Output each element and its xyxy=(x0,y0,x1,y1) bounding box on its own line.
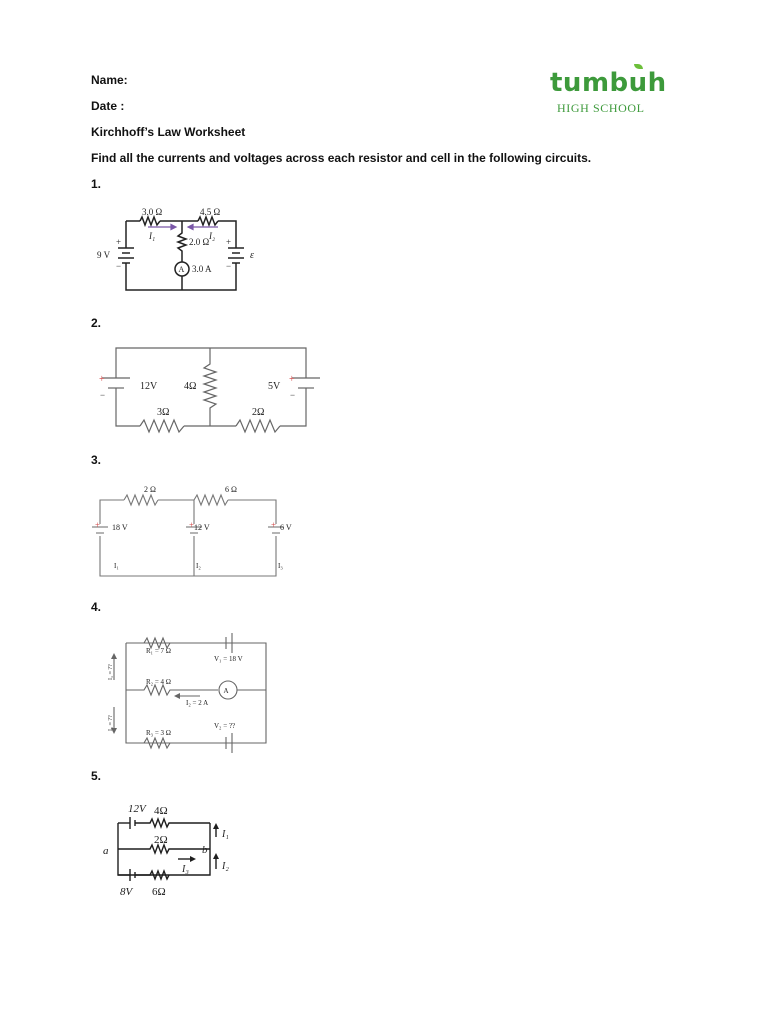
svg-text:+: + xyxy=(271,520,277,530)
current-label-i1: I₁ = ?? xyxy=(108,664,114,680)
battery-label-v1: V₁ = 18 V xyxy=(214,655,243,663)
battery-label-6v: 6 V xyxy=(280,523,292,532)
emf-label: ε xyxy=(250,250,254,261)
date-label: Date : xyxy=(91,99,125,113)
logo-subtitle: HIGH SCHOOL xyxy=(557,101,645,115)
current-label-i3: I₃ = ?? xyxy=(108,715,114,731)
circuit-diagram-2 xyxy=(90,340,330,440)
svg-text:−: − xyxy=(290,390,296,400)
node-label-a: a xyxy=(103,845,109,857)
school-logo xyxy=(550,68,670,118)
battery-label-12v: 12V xyxy=(140,381,158,392)
current-label-i1: I₁ xyxy=(222,829,229,840)
resistor-label-6ohm: 6 Ω xyxy=(225,485,237,494)
question-number-4: 4. xyxy=(91,600,102,614)
svg-text:−: − xyxy=(100,390,106,400)
current-label-i2: I₂ xyxy=(196,562,201,570)
battery-label-12v: 12 V xyxy=(194,523,210,532)
battery-label-8v: 8V xyxy=(120,886,133,898)
node-label-b: b xyxy=(202,844,208,856)
battery-label-5v: 5V xyxy=(268,381,281,392)
circuit-diagram-1 xyxy=(90,200,260,300)
question-number-1: 1. xyxy=(91,177,102,191)
current-label-i2: I₂ xyxy=(209,231,216,241)
circuit-diagram-4 xyxy=(90,625,290,755)
current-label-i3: I₃ xyxy=(182,864,189,875)
battery-label-18v: 18 V xyxy=(112,523,128,532)
resistor-label-2ohm: 2 Ω xyxy=(144,485,156,494)
svg-text:+: + xyxy=(95,520,101,530)
resistor-label-r3: R₃ = 3 Ω xyxy=(146,729,172,737)
question-number-5: 5. xyxy=(91,769,102,783)
logo-wordmark: tumbuh xyxy=(550,68,667,98)
circuit-diagram-5 xyxy=(90,795,250,905)
resistor-label-6ohm: 6Ω xyxy=(152,886,166,898)
resistor-label-r1: R₁ = 7 Ω xyxy=(146,647,172,655)
battery-label-9v: 9 V xyxy=(97,250,111,260)
name-label: Name: xyxy=(91,73,128,87)
resistor-label-4ohm: 4Ω xyxy=(154,805,168,817)
ammeter-reading: 3.0 A xyxy=(192,264,212,274)
resistor-label-r1: 3.0 Ω xyxy=(142,207,163,217)
current-label-i2: I₂ xyxy=(222,861,229,872)
current-label-i3: I₃ xyxy=(278,562,283,570)
question-number-3: 3. xyxy=(91,453,102,467)
minus-sign: − xyxy=(116,261,122,271)
current-label-i2: I₂ = 2 A xyxy=(186,699,209,707)
resistor-label-r2: 4.5 Ω xyxy=(200,207,221,217)
battery-label-v2: V₂ = ?? xyxy=(214,722,236,730)
ammeter-symbol: A xyxy=(178,265,185,274)
svg-text:+: + xyxy=(99,374,105,385)
battery-label-12v: 12V xyxy=(128,803,146,815)
ammeter-symbol: A xyxy=(223,687,229,695)
svg-text:+: + xyxy=(289,374,295,385)
plus-sign: + xyxy=(226,237,232,247)
svg-text:+: + xyxy=(189,520,195,530)
circuit-diagram-3 xyxy=(90,480,310,580)
minus-sign: − xyxy=(226,261,232,271)
plus-sign: + xyxy=(116,237,122,247)
resistor-label-4ohm: 4Ω xyxy=(184,381,197,392)
resistor-label-r3: 2.0 Ω xyxy=(189,237,210,247)
resistor-label-2ohm: 2Ω xyxy=(154,834,168,846)
question-number-2: 2. xyxy=(91,316,102,330)
instructions: Find all the currents and voltages across each resistor and cell in the following circuits. xyxy=(91,151,592,165)
current-label-i1: I₁ xyxy=(114,562,119,570)
resistor-label-2ohm: 2Ω xyxy=(252,407,265,418)
resistor-label-r2: R₂ = 4 Ω xyxy=(146,678,172,686)
worksheet-title: Kirchhoff’s Law Worksheet xyxy=(91,125,246,139)
current-label-i1: I₁ xyxy=(149,231,156,241)
resistor-label-3ohm: 3Ω xyxy=(157,407,170,418)
